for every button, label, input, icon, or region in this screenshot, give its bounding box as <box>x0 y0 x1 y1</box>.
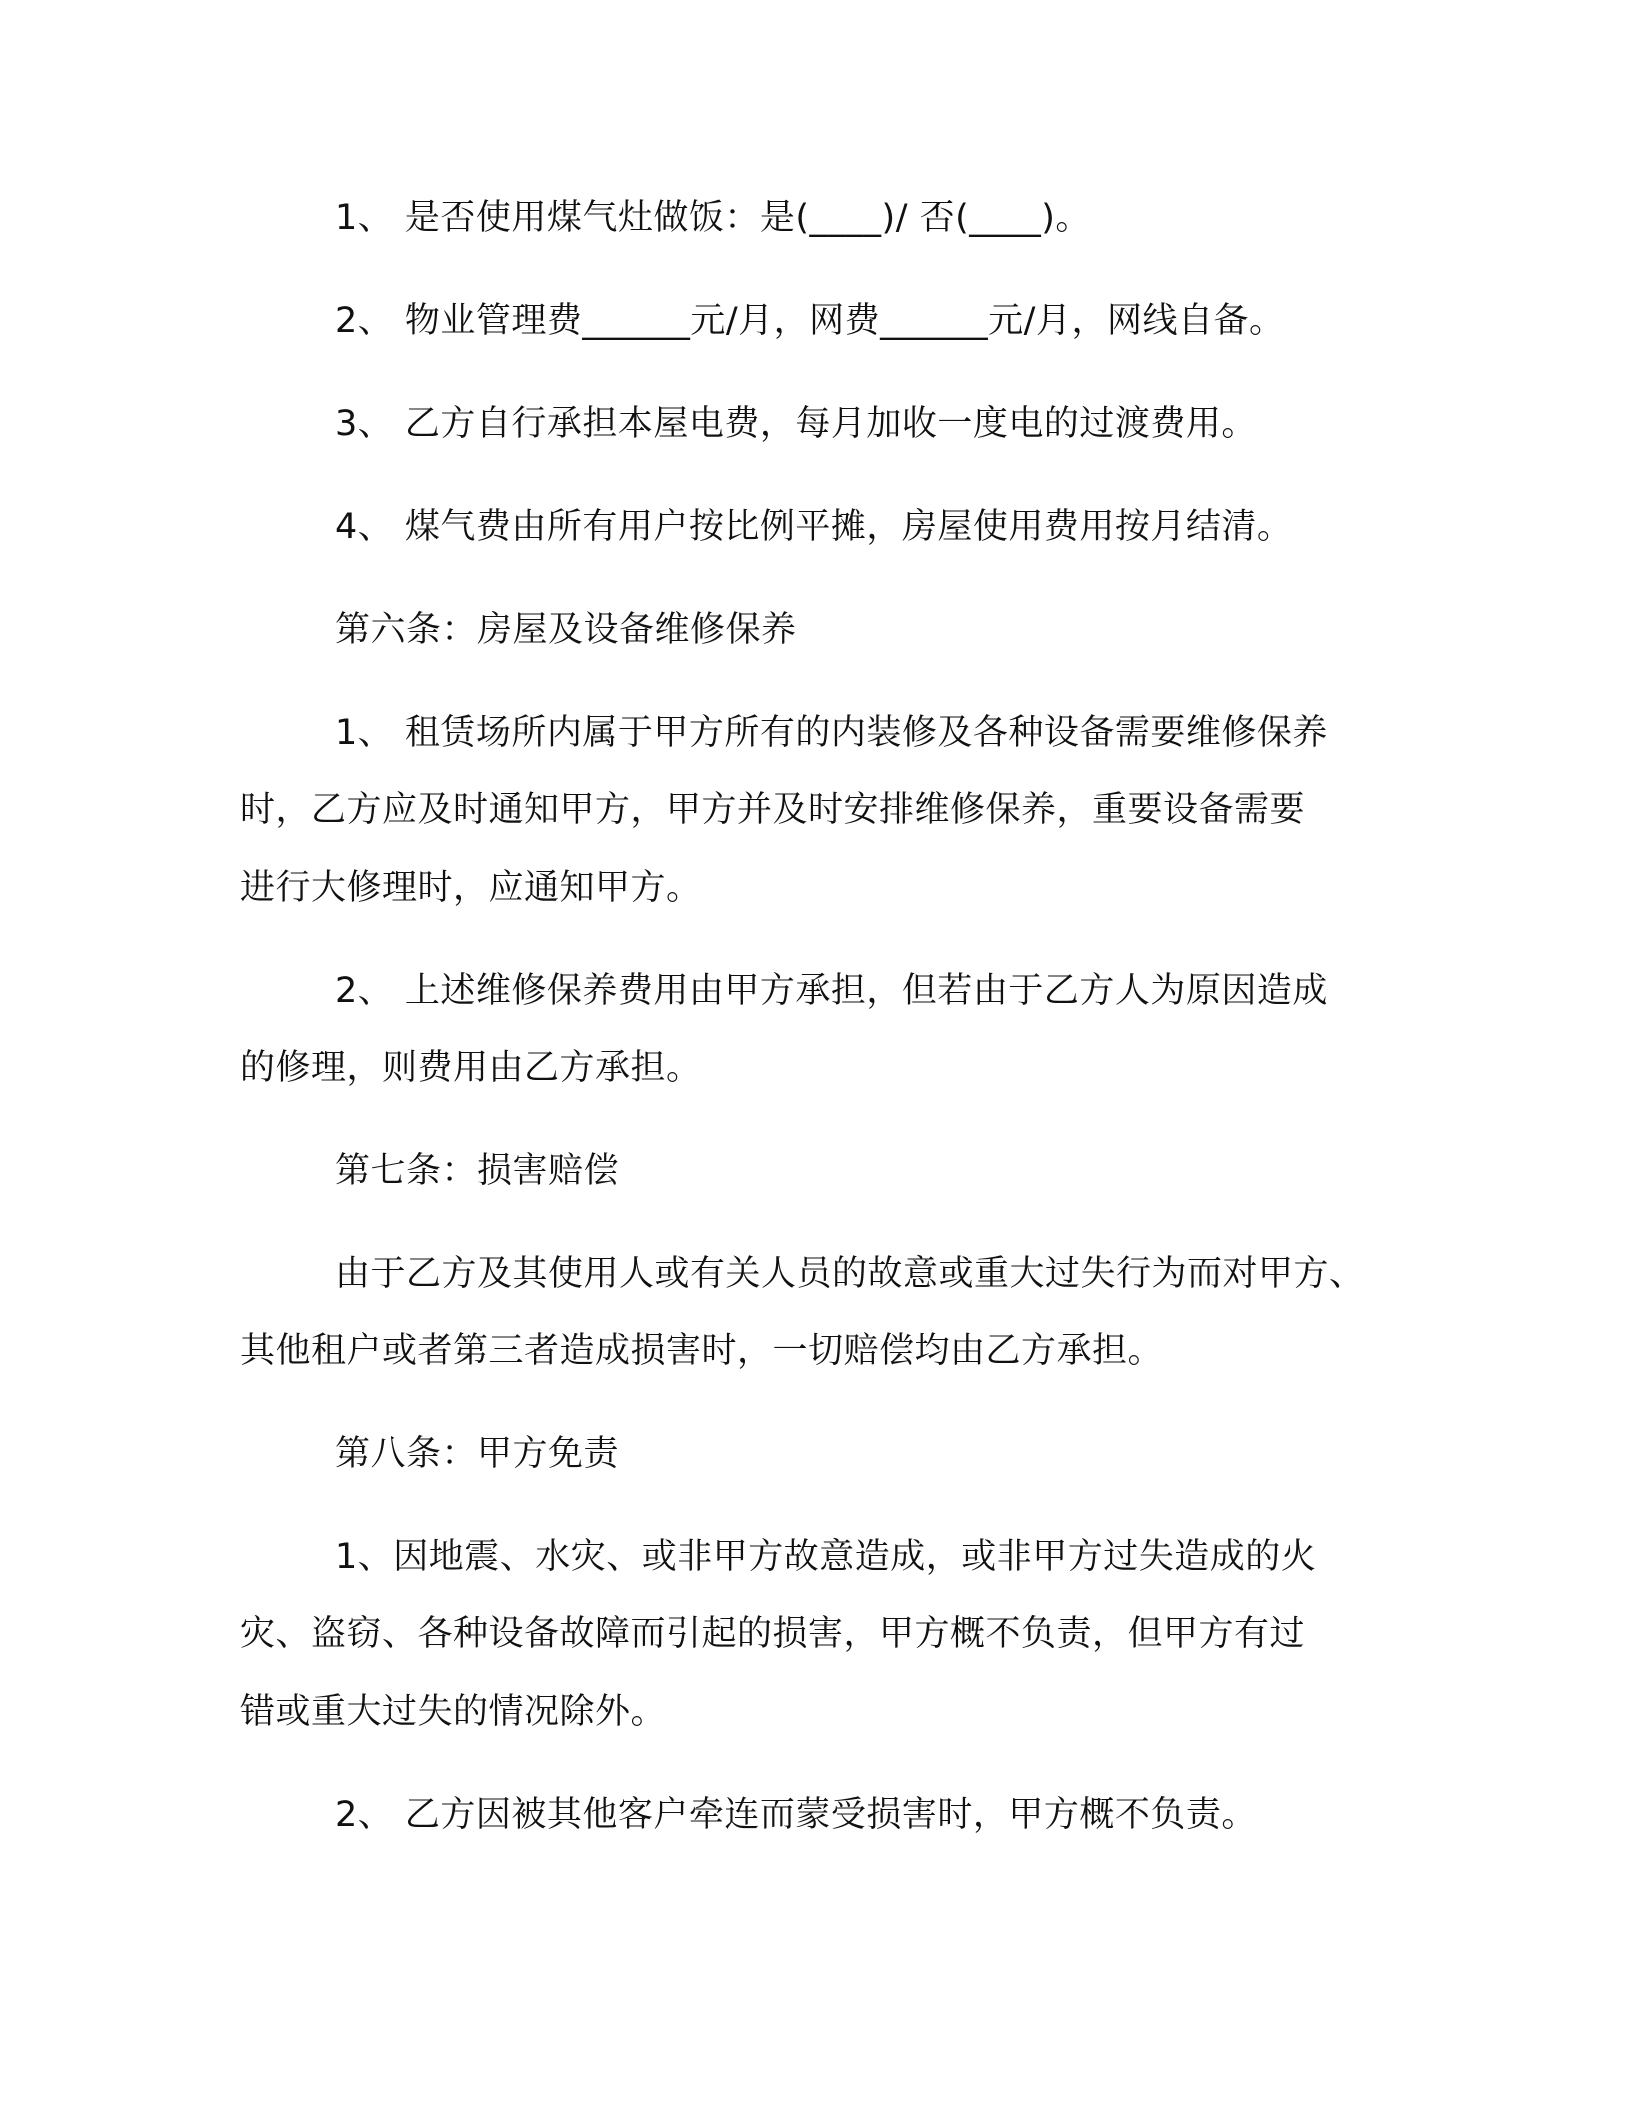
article-8-item-1-line-3: 错或重大过失的情况除外。 <box>240 1692 667 1732</box>
article-6-item-2-line-1: 2、 上述维修保养费用由甲方承担，但若由于乙方人为原因造成 <box>335 971 1328 1011</box>
article-7-heading: 第七条：损害赔偿 <box>335 1151 620 1191</box>
article-8-item-1-line-1: 1、因地震、水灾、或非甲方故意造成，或非甲方过失造成的火 <box>335 1537 1317 1577</box>
article-6-item-1-line-1: 1、 租赁场所内属于甲方所有的内装修及各种设备需要维修保养 <box>335 713 1328 753</box>
article-8-item-1-line-2: 灾、盗窃、各种设备故障而引起的损害，甲方概不负责，但甲方有过 <box>240 1614 1306 1654</box>
article-6-item-2-line-2: 的修理，则费用由乙方承担。 <box>240 1048 702 1088</box>
clause-5-item-3: 3、 乙方自行承担本屋电费，每月加收一度电的过渡费用。 <box>335 404 1257 444</box>
clause-5-item-2: 2、 物业管理费______元/月，网费______元/月，网线自备。 <box>335 301 1285 341</box>
article-8-heading: 第八条：甲方免责 <box>335 1434 620 1474</box>
article-7-body-line-1: 由于乙方及其使用人或有关人员的故意或重大过失行为而对甲方、 <box>335 1254 1365 1294</box>
clause-5-item-4: 4、 煤气费由所有用户按比例平摊，房屋使用费用按月结清。 <box>335 507 1293 547</box>
article-6-item-1-line-2: 时，乙方应及时通知甲方，甲方并及时安排维修保养，重要设备需要 <box>240 790 1306 830</box>
article-7-body-line-2: 其他租户或者第三者造成损害时，一切赔偿均由乙方承担。 <box>240 1331 1164 1371</box>
article-6-item-1-line-3: 进行大修理时，应通知甲方。 <box>240 868 702 908</box>
article-6-heading: 第六条：房屋及设备维修保养 <box>335 610 797 650</box>
clause-5-item-1: 1、 是否使用煤气灶做饭：是(____)/ 否(____)。 <box>335 198 1091 238</box>
article-8-item-2: 2、 乙方因被其他客户牵连而蒙受损害时，甲方概不负责。 <box>335 1795 1257 1835</box>
